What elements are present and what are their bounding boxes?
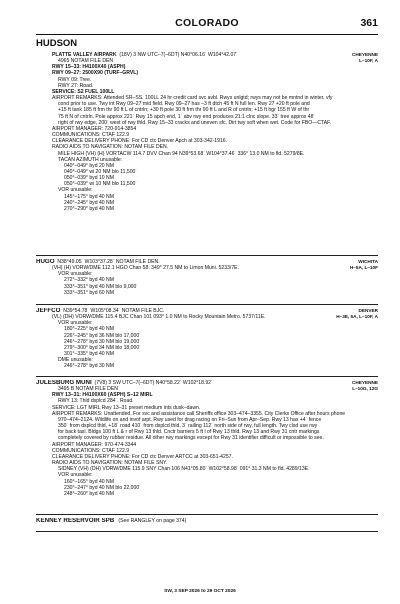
unusable-item: 050°–039° wi 10 NM blo 11,500´ [64, 181, 138, 188]
state-title: COLORADO [175, 17, 239, 29]
navaid-freq-line: (VL) (DH) VORW/DME 115.4 BJC Chan 101 093° 1.0 NM to Rocky Mountain Metro. 5737/11E. [52, 314, 266, 321]
unusable-item: 248°–260° byd 40 NM [64, 490, 114, 497]
vor-line: SIDNEY (VH) (DH) VORW/DME 115.9 SNY Chan 106 N41°05.80´ W102°58.98´ 091° 31.3 NM to fld. 4289/13E. [58, 466, 310, 473]
unusable-header: VOR unusable: [58, 472, 93, 479]
service-line: SERVICE: S2 FUEL 100LL [52, 88, 115, 95]
unusable-item: 050°–039° byd 10 NM [64, 175, 114, 182]
chart-ref-top: CHEYENNE [351, 380, 378, 385]
unusable-item: 160°–165° byd 40 NM [64, 478, 114, 485]
remarks-line: for back taxi. Bldgs 100 ft L & r of Rwy 13 thld. Cnctr barriers 5 ft l of Rwy 13 thld. Rwy 13 and Rwy 31 cntr markings [58, 429, 320, 436]
manager-line: AIRPORT MANAGER: 720-914-3854 [52, 125, 137, 132]
airport-name: PLATTE VALLEY AIRPARK [52, 52, 117, 58]
unusable-item: 180°–225° byd 40 NM [64, 326, 114, 333]
effective-dates-footer: SW, 3 SEP 2026 to 29 OCT 2026 [164, 589, 236, 594]
unusable-item: 246°–278° byd 30 NM [64, 363, 114, 370]
entry-kenney [36, 518, 378, 524]
remarks-line: +15 ft tank 185 ft frm thr 90 ft L of cntrln; +30 ft pole 30 ft frm thr 90 ft L and R of cntrln; +15 ft hgr 155 ft W of thr [58, 107, 310, 114]
chart-ref-bottom: H–5A, L–10F [349, 265, 378, 270]
unusable-item: 040°–049° wi 20 NM blo 11,500´ [64, 168, 138, 175]
runway-line: RWY 13–31: H4100X60 (ASPH) S–12 MIRL [52, 392, 153, 399]
runway-end-line: RWY 09: Tree. [58, 76, 92, 83]
section-divider [36, 376, 378, 377]
chart-ref-top: CHEYENNE [351, 52, 378, 57]
city-heading: HUDSON [36, 38, 78, 49]
comm-line: COMMUNICATIONS: CTAF 122.9 [52, 132, 130, 139]
unusable-item: 040°–049° byd 20 NM [64, 162, 114, 169]
runway-line: RWY 09–27: 2500X90 (TURF–GRVL) [52, 70, 139, 77]
runway-end-line: RWY 27: Road. [58, 82, 94, 89]
runway-end-line: RWY 13: Thld dsplcd 284´. Road. [58, 398, 134, 405]
unusable-header: DME unusable: [58, 357, 93, 364]
remarks-line: 350´ from dsplcd thld, +18´ road 410´ from dsplcd thld. 3´ railing 112´ north side of rwy, full length. Twy clsd use rwy [58, 423, 318, 430]
entry-hugo [36, 259, 378, 296]
chart-ref [352, 52, 378, 64]
radio-aids-line: RADIO AIDS TO NAVIGATION: NOTAM FILE DEN. [52, 144, 169, 151]
section-divider [36, 255, 378, 256]
unusable-item: 272°–332° byd 40 NM [64, 277, 114, 284]
runway-line: RWY 15–33: H4100X40 (ASPH) [52, 64, 126, 71]
unusable-header: TACAN AZIMUTH unusable: [58, 156, 123, 163]
clearance-line: CLEARANCE DELIVERY PHONE: For CD ctc Denver ARTCC at 303-651-4257. [52, 453, 233, 460]
navaid-name: HUGO [36, 259, 55, 265]
chart-ref [350, 259, 378, 271]
cross-reference[interactable]: (See RANGLEY on page 374) [118, 518, 187, 524]
airport-ident-line: (7V8) 3 SW UTC–7(–6DT) N40°58.22´ W102°18.92´ [94, 380, 213, 386]
unusable-item: 226°–245° byd 36 NM blo 17,000´ [64, 332, 141, 339]
airport-name: JULESBURG MUNI [36, 380, 92, 386]
chart-ref-top: WICHITA [358, 259, 378, 264]
entry-jeffco [36, 308, 378, 370]
remarks-line: cond prior to use. Twy int Rwy 09–27 mid field. Rwy 09–27 has –3 ft dtch 45 ft N full len. Rwy 27 +20 ft pole and [58, 101, 310, 108]
unusable-header: VOR unusable: [58, 320, 93, 327]
unusable-item: 333°–351° byd 40 NM blo 9,000´ [64, 283, 139, 290]
chart-ref-bottom: L–10F, A [359, 58, 378, 63]
comm-line: COMMUNICATIONS: CTAF 122.9 [52, 447, 130, 454]
header-rule [36, 34, 378, 35]
page-header [36, 14, 378, 34]
radio-aids-line: RADIO AIDS TO NAVIGATION: NOTAM FILE SNY. [52, 460, 168, 467]
unusable-item: 246°–278° byd 30 NM blo 19,000´ [64, 338, 141, 345]
navaid-freq-line: (VH) (H) VORW/DME 112.1 HGO Chan 58. 349° 27.5 NM to Limon Muni. 5233/7E. [52, 265, 239, 272]
page-number: 361 [360, 17, 378, 29]
manager-line: AIRPORT MANAGER: 970-474-3344 [52, 441, 137, 448]
elevation-line: 4965 NOTAM FILE DEN [58, 58, 114, 65]
remarks-line: 75 ft N of cntrln. Pole approx 221´ Rwy 15 apch end, 1´ abv rwy end produces 21:1 clnc slope. 33´ tree approx 48´ [58, 113, 316, 120]
unusable-header: VOR unusable: [58, 187, 93, 194]
airport-ident-line: (18V) 3 NW UTC–7(–6DT) N40°06.16´ W104°42.07´ [119, 52, 238, 58]
unusable-item: 270°–290° byd 40 NM [64, 205, 114, 212]
elevation-line: 3495 B NOTAM FILE DEN [58, 386, 118, 393]
remarks-line: 970–474–2124. Wildlife on and invof arpt. Rwy used for drag racing on Fri–Sun from Apr–Sep. Rwy 13 has +4´ fence [58, 416, 322, 423]
entry-platte-valley [36, 52, 378, 212]
unusable-item: 145°–175° byd 40 NM [64, 193, 114, 200]
vortac-line: MILE HIGH (VH) (H) VORTACW 114.7 DVV Chan 94 N39°53.68´ W104°37.46´ 336° 13.0 NM to fld. 5279/8E. [58, 150, 305, 157]
remarks-line: completely covered by rubber residue. All other rwy markings except for Rwy 31 identifier difficult or impossible to see. [58, 435, 324, 442]
unusable-item: 333°–351° byd 60 NM [64, 289, 114, 296]
chart-ref-bottom: H–3E, 5A, L–10F, A [336, 314, 378, 319]
remarks-line: right of rwy edge, 200´ west of rwy thld. Rwy 15–33 cracks and uneven sfc. Dirt twy soft when wet. Code for FBO—CTAF. [58, 119, 332, 126]
section-divider [36, 531, 378, 532]
section-divider [36, 304, 378, 305]
chart-ref [352, 380, 378, 392]
navaid-name: JEFFCO [36, 308, 61, 314]
service-line: SERVICE: LGT MIRL Rwy 13–31 preset medium ints dusk–dawn. [52, 404, 201, 411]
chart-ref [336, 308, 378, 320]
airport-name: KENNEY RESERVOIR SPB [36, 518, 115, 524]
unusable-item: 279°–300° byd 34 NM blo 18,000´ [64, 344, 141, 351]
unusable-item: 301°–335° byd 40 NM [64, 351, 114, 358]
unusable-item: 240°–245° byd 40 NM [64, 199, 114, 206]
chart-ref-bottom: L–10G, 12G [352, 386, 378, 391]
navaid-coord-line: N38°49.05´ W103°37.28´ NOTAM FILE DEN. [57, 259, 160, 265]
clearance-line: CLEARANCE DELIVERY PHONE: For CD ctc Denver Apch at 303-342-1916. [52, 138, 228, 145]
chart-ref-top: DENVER [358, 308, 378, 313]
remarks-line: AIRPORT REMARKS: Attended SR–SS. 100LL 24 hr credit card svc avbl. Rwys unlgtd; rwys may not be mntnd in winter, vfy [52, 95, 333, 102]
unusable-item: 230°–247° byd 40 NM blo 22,000´ [64, 484, 141, 491]
remarks-line: AIRPORT REMARKS: Unattended. For svc and assistance call Sheriffs office 303–474–3355. City Clerks Office after hours phone [52, 410, 346, 417]
section-divider [36, 514, 378, 515]
entry-julesburg [36, 380, 378, 497]
navaid-coord-line: N39°54.78´ W105°08.34´ NOTAM FILE BJC. [63, 308, 165, 314]
unusable-header: VOR unusable: [58, 271, 93, 278]
